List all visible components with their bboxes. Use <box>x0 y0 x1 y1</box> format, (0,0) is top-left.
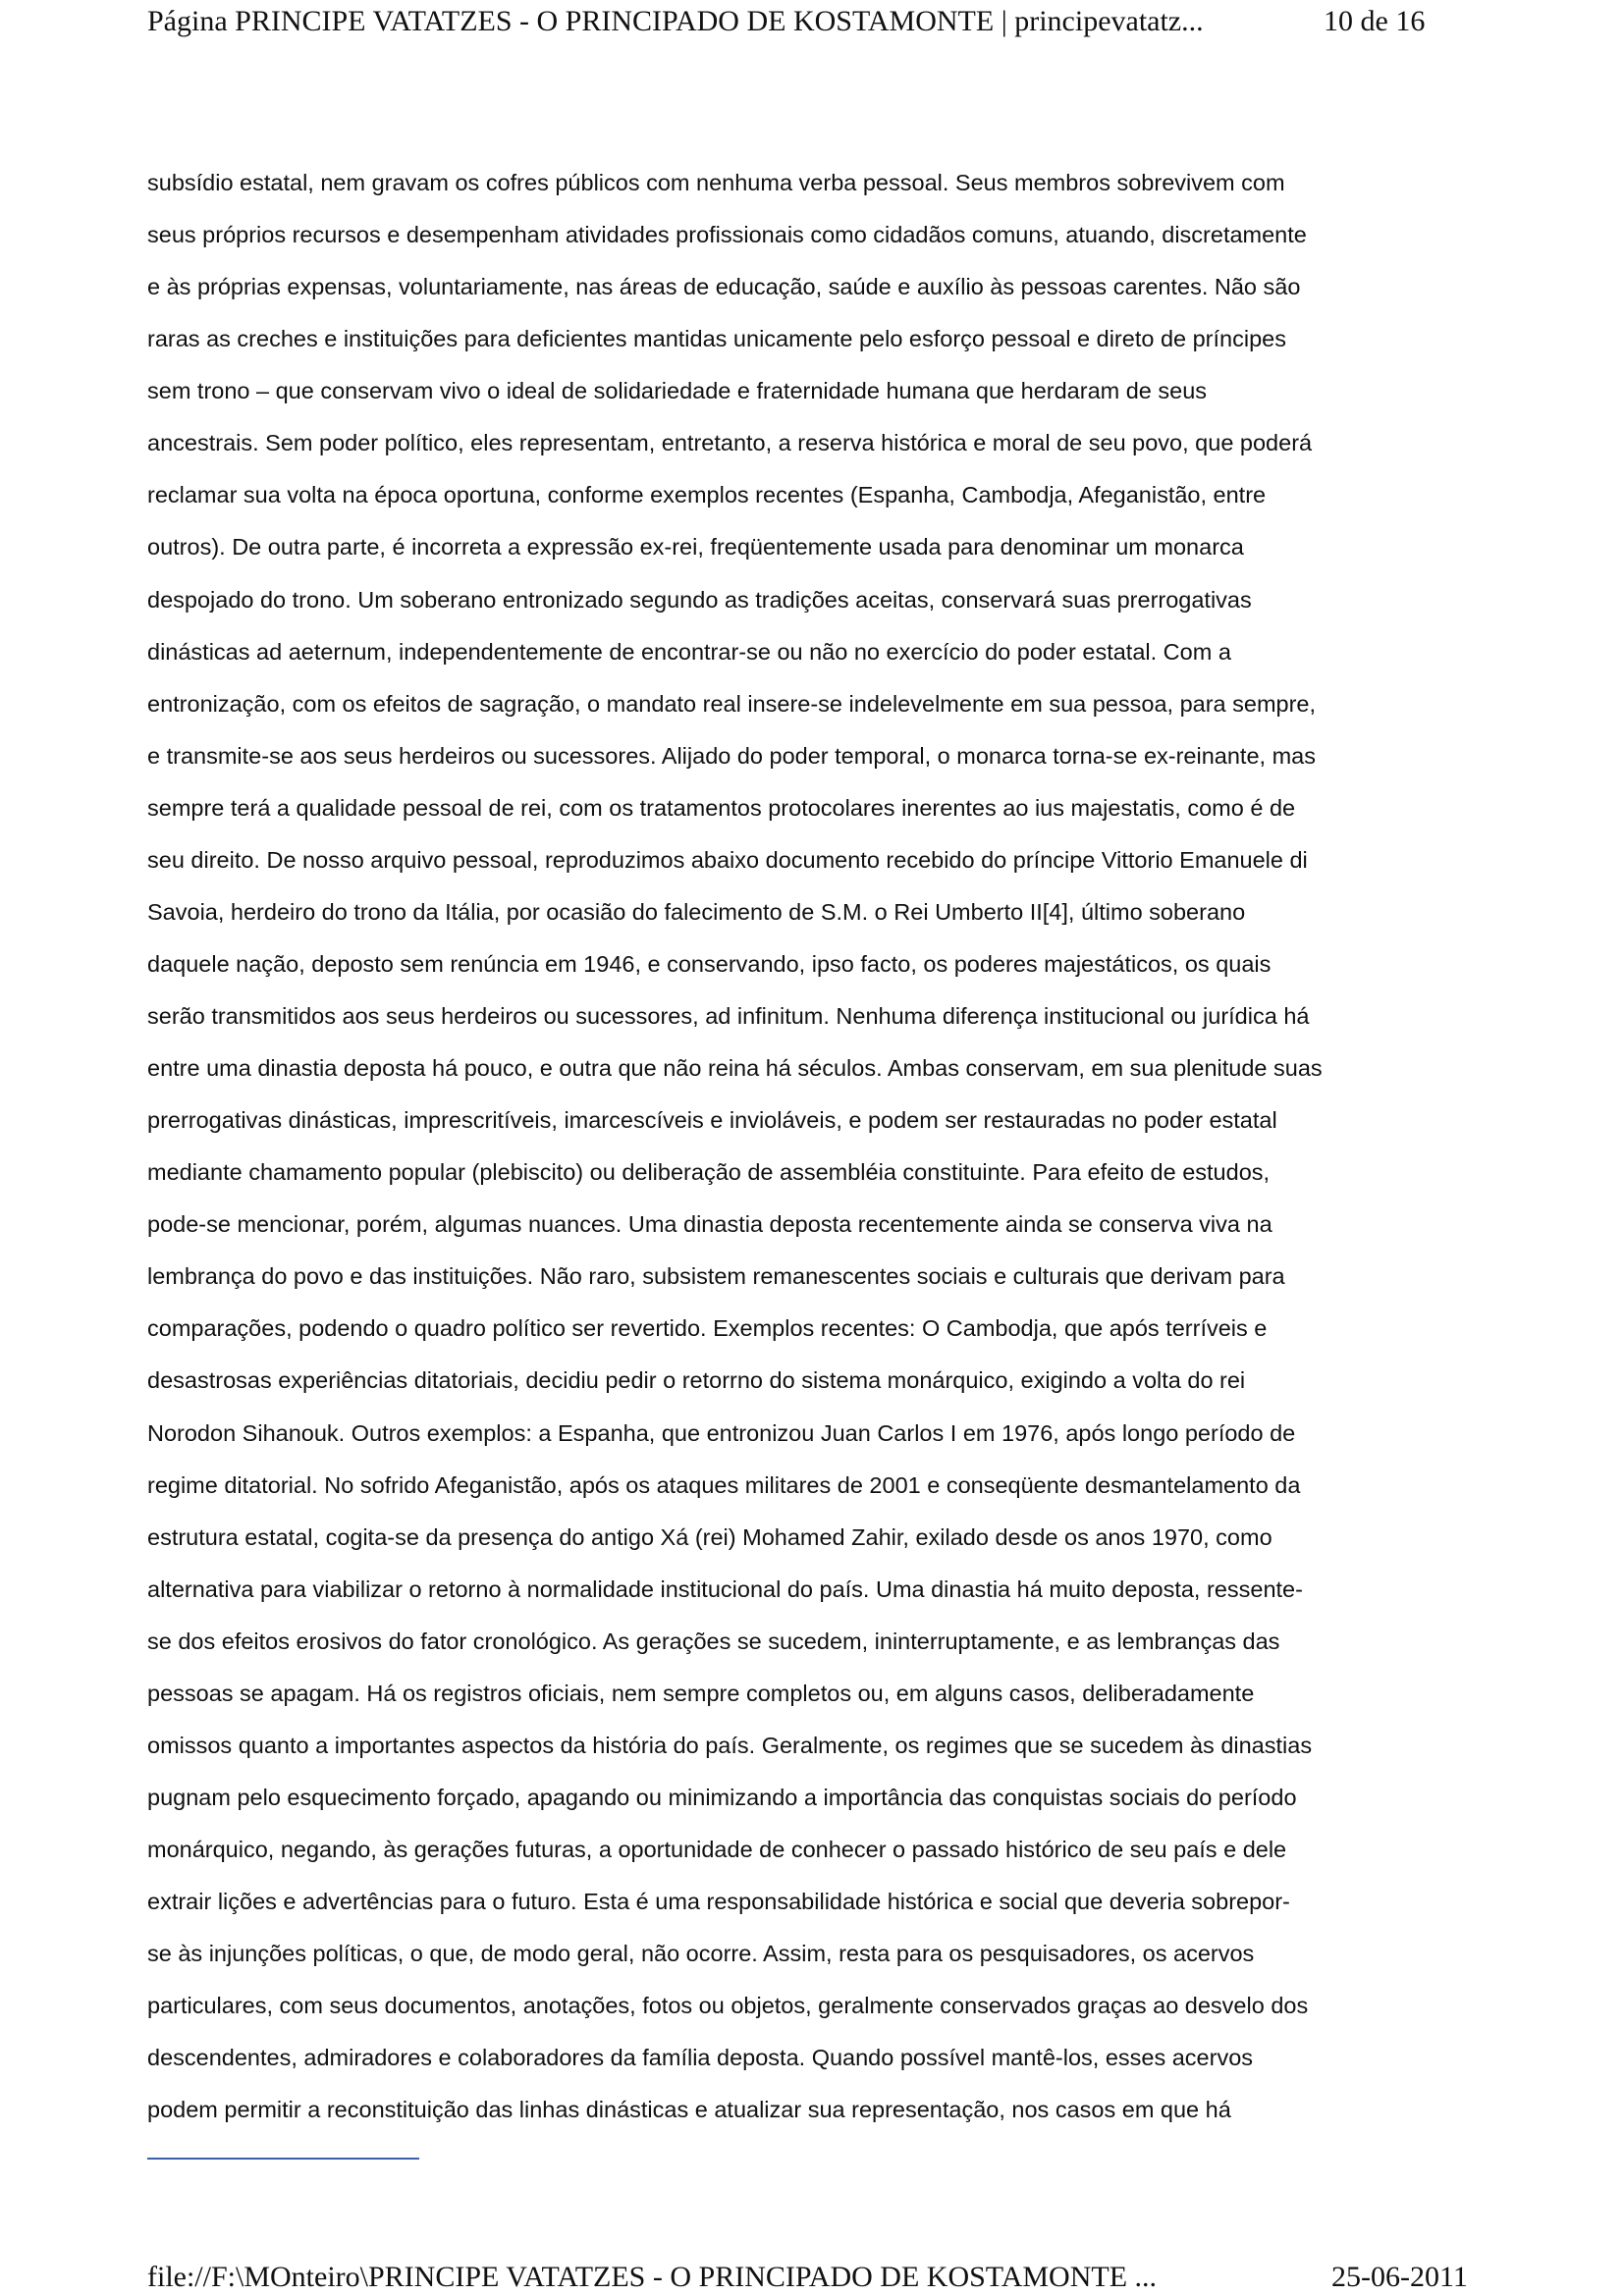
body-line: lembrança do povo e das instituições. Não raro, subsistem remanescentes sociais e culturais que derivam para <box>147 1263 1285 1290</box>
body-line: particulares, com seus documentos, anotações, fotos ou objetos, geralmente conservados graças ao desvelo dos <box>147 1993 1309 2019</box>
body-line: e às próprias expensas, voluntariamente, nas áreas de educação, saúde e auxílio às pessoas carentes. Não são <box>147 274 1301 300</box>
body-line: outros). De outra parte, é incorreta a expressão ex-rei, freqüentemente usada para denominar um monarca <box>147 534 1244 561</box>
body-line: prerrogativas dinásticas, imprescritíveis, imarcescíveis e invioláveis, e podem ser restauradas no poder estatal <box>147 1107 1277 1134</box>
body-line: pugnam pelo esquecimento forçado, apagando ou minimizando a importância das conquistas sociais do período <box>147 1784 1297 1810</box>
body-line: dinásticas ad aeternum, independentemente de encontrar-se ou não no exercício do poder estatal. Com a <box>147 638 1231 665</box>
footer-file-path: file://F:\MOnteiro\PRINCIPE VATATZES - O PRINCIPADO DE KOSTAMONTE ... <box>147 2261 1158 2293</box>
body-line: subsídio estatal, nem gravam os cofres públicos com nenhuma verba pessoal. Seus membros sobrevivem com <box>147 170 1285 195</box>
page-header <box>147 0 1483 43</box>
body-line: alternativa para viabilizar o retorno à normalidade institucional do país. Uma dinastia há muito deposta, ressente- <box>147 1575 1303 1602</box>
body-line: raras as creches e instituições para deficientes mantidas unicamente pelo esforço pessoal e direto de príncipes <box>147 326 1286 352</box>
body-line: omissos quanto a importantes aspectos da história do país. Geralmente, os regimes que se sucedem às dinastias <box>147 1732 1313 1758</box>
body-line: ancestrais. Sem poder político, eles representam, entretanto, a reserva histórica e moral de seu povo, que poderá <box>147 430 1313 456</box>
body-line: se dos efeitos erosivos do fator cronológico. As gerações se sucedem, ininterruptamente, e as lembranças das <box>147 1628 1280 1654</box>
body-line: desastrosas experiências ditatoriais, decidiu pedir o retorrno do sistema monárquico, exigindo a volta do rei <box>147 1367 1246 1394</box>
body-line: sem trono – que conservam vivo o ideal de solidariedade e fraternidade humana que herdaram de seus <box>147 378 1208 404</box>
body-line: extrair lições e advertências para o futuro. Esta é uma responsabilidade histórica e social que deveria sobrepor- <box>147 1889 1290 1915</box>
body-line: entronização, com os efeitos de sagração, o mandato real insere-se indelevelmente em sua pessoa, para sempre, <box>147 690 1317 717</box>
page-counter: 10 de 16 <box>1324 5 1426 37</box>
document-body <box>147 157 1492 2136</box>
body-line: se às injunções políticas, o que, de modo geral, não ocorre. Assim, resta para os pesquisadores, os acervos <box>147 1941 1255 1967</box>
body-line: seu direito. De nosso arquivo pessoal, reproduzimos abaixo documento recebido do príncipe Vittorio Emanuele di <box>147 846 1308 873</box>
body-line: serão transmitidos aos seus herdeiros ou sucessores, ad infinitum. Nenhuma diferença institucional ou jurídica há <box>147 1003 1310 1029</box>
body-line: despojado do trono. Um soberano entronizado segundo as tradições aceitas, conservará suas prerrogativas <box>147 586 1252 613</box>
body-line: pessoas se apagam. Há os registros oficiais, nem sempre completos ou, em alguns casos, deliberadamente <box>147 1680 1255 1706</box>
body-line: estrutura estatal, cogita-se da presença do antigo Xá (rei) Mohamed Zahir, exilado desde os anos 1970, como <box>147 1523 1272 1550</box>
body-line: e transmite-se aos seus herdeiros ou sucessores. Alijado do poder temporal, o monarca torna-se ex-reinante, mas <box>147 742 1316 769</box>
body-line: comparações, podendo o quadro político ser revertido. Exemplos recentes: O Cambodja, que após terríveis e <box>147 1315 1268 1342</box>
page-footer <box>147 2258 1492 2296</box>
body-line: mediante chamamento popular (plebiscito) ou deliberação de assembléia constituinte. Para efeito de estudos, <box>147 1159 1271 1186</box>
body-line: sempre terá a qualidade pessoal de rei, com os tratamentos protocolares inerentes ao ius majestatis, como é de <box>147 794 1296 821</box>
body-line: seus próprios recursos e desempenham atividades profissionais como cidadãos comuns, atuando, discretamente <box>147 222 1307 248</box>
body-line: Norodon Sihanouk. Outros exemplos: a Espanha, que entronizou Juan Carlos I em 1976, após longo período de <box>147 1419 1296 1446</box>
page-header-title: Página PRINCIPE VATATZES - O PRINCIPADO DE KOSTAMONTE | principevatatz... <box>147 5 1204 37</box>
body-line: descendentes, admiradores e colaboradores da família deposta. Quando possível mantê-los, esses acervos <box>147 2045 1254 2071</box>
body-line: podem permitir a reconstituição das linhas dinásticas e atualizar sua representação, nos casos em que há <box>147 2097 1231 2123</box>
body-line: entre uma dinastia deposta há pouco, e outra que não reina há séculos. Ambas conservam, em sua plenitude suas <box>147 1055 1323 1082</box>
body-line: monárquico, negando, às gerações futuras, a oportunidade de conhecer o passado histórico de seu país e dele <box>147 1837 1287 1862</box>
body-line: reclamar sua volta na época oportuna, conforme exemplos recentes (Espanha, Cambodja, Afeganistão, entre <box>147 482 1267 508</box>
footnote-separator <box>147 2158 419 2160</box>
body-line: regime ditatorial. No sofrido Afeganistão, após os ataques militares de 2001 e conseqüente desmantelamento da <box>147 1471 1301 1498</box>
body-line: daquele nação, deposto sem renúncia em 1946, e conservando, ipso facto, os poderes majestáticos, os quais <box>147 950 1272 977</box>
body-line: Savoia, herdeiro do trono da Itália, por ocasião do falecimento de S.M. o Rei Umberto II[4], último soberano <box>147 898 1246 925</box>
footer-date: 25-06-2011 <box>1331 2261 1468 2293</box>
body-line: pode-se mencionar, porém, algumas nuances. Uma dinastia deposta recentemente ainda se conserva viva na <box>147 1211 1272 1238</box>
